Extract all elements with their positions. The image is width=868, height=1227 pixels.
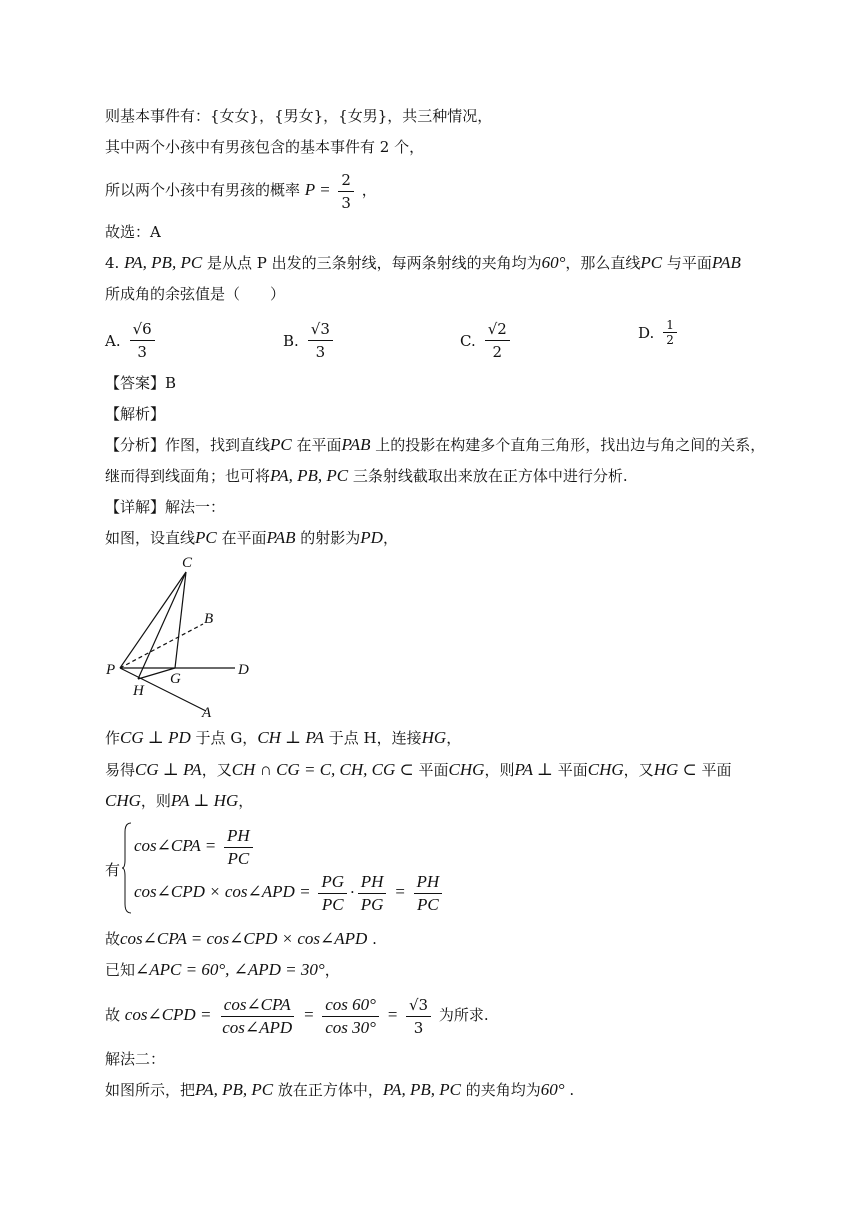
answer-choice-text: 故选：A	[105, 223, 161, 241]
math: CG ⊥ PA	[135, 760, 202, 779]
text: 放在正方体中，	[273, 1081, 383, 1099]
fraction	[414, 871, 443, 916]
option-label: C.	[460, 331, 476, 350]
operator: =	[386, 1005, 399, 1024]
math: CG ⊥ PD	[120, 728, 191, 747]
text: 故	[105, 1006, 121, 1024]
fraction	[358, 871, 387, 916]
text: 如图所示，把	[105, 1081, 196, 1099]
option-d	[638, 318, 680, 347]
text: 在平面	[291, 436, 342, 454]
fraction	[322, 994, 379, 1039]
text: ，	[238, 792, 254, 810]
text-line	[105, 106, 492, 126]
math: PAB	[341, 435, 371, 454]
projection-line	[105, 528, 398, 548]
geometry-figure	[100, 552, 260, 724]
numerator: 2	[338, 169, 354, 192]
numerator: PG	[318, 871, 347, 894]
numerator: 1	[663, 318, 677, 333]
answer-text: 【答案】B	[105, 374, 177, 392]
math: ∠APC = 60°, ∠APD = 30°	[135, 960, 325, 979]
math: cos∠CPA =	[134, 836, 217, 855]
numerator: PH	[358, 871, 387, 894]
events-count-text: 其中两个小孩中有男孩包含的基本事件有 2 个，	[105, 138, 425, 156]
question-number: 4.	[105, 254, 125, 272]
numerator: cos∠CPA	[221, 994, 294, 1017]
reasoning-line-2	[105, 791, 253, 811]
text: ，又	[201, 761, 232, 779]
text: 作	[105, 729, 121, 747]
text: ，则	[140, 792, 171, 810]
fraction	[663, 318, 677, 347]
edge-pb	[120, 624, 203, 668]
text: 平面	[552, 761, 588, 779]
option-label: D.	[638, 323, 655, 342]
math: PA ⊥ HG	[170, 791, 239, 810]
operator: =	[394, 882, 406, 901]
option-a	[105, 318, 158, 363]
denominator: PC	[416, 894, 439, 914]
denominator: 3	[137, 343, 147, 361]
text: 平面	[696, 761, 732, 779]
math: PA, PB, PC	[270, 466, 349, 485]
denominator: PC	[321, 894, 344, 914]
text: 继而得到线面角；也可将	[105, 467, 271, 485]
denominator: PG	[360, 894, 384, 914]
math: PA, PB, PC	[195, 1080, 274, 1099]
text: ，	[382, 529, 398, 547]
text: 解法二：	[105, 1050, 166, 1068]
math: CH ⊥ PA	[257, 728, 324, 747]
math: cos∠CPD =	[124, 1005, 212, 1024]
punct: ，	[361, 181, 377, 199]
fraction	[224, 825, 253, 870]
label-a: A	[202, 705, 212, 721]
denominator: 2	[492, 343, 503, 361]
text: ，那么直线	[565, 254, 641, 272]
fraction	[485, 318, 510, 363]
denominator: cos∠APD	[222, 1017, 293, 1037]
numerator: PH	[414, 871, 443, 894]
probability-line	[105, 168, 377, 214]
math: PA, PB, PC	[124, 253, 203, 272]
equation-2	[134, 870, 445, 916]
fraction	[130, 318, 155, 363]
basic-events-text: 则基本事件有：{女女}，{男女}，{女男}，共三种情况，	[105, 107, 493, 125]
math: cos∠CPA = cos∠CPD × cos∠APD	[120, 929, 368, 948]
math: cos∠CPD × cos∠APD =	[134, 882, 311, 901]
reasoning-line-1	[105, 760, 732, 780]
math: PAB	[266, 528, 296, 547]
label-b: B	[204, 611, 214, 627]
method-2-line	[105, 1080, 574, 1100]
conclusion-line-1	[105, 929, 377, 949]
numerator: √6	[130, 318, 155, 341]
text: 所成角的余弦值是（ ）	[105, 285, 286, 303]
edge-ch	[138, 572, 186, 679]
text: 平面	[413, 761, 449, 779]
given-line	[105, 960, 340, 980]
text: ，	[446, 729, 462, 747]
option-b	[283, 318, 336, 363]
label-p: P	[106, 662, 116, 678]
text: 三条射线截取出来放在正方体中进行分析.	[348, 467, 628, 485]
text: 于点 H，连接	[324, 729, 422, 747]
operator: ·	[350, 883, 355, 901]
text: ，	[324, 961, 340, 979]
text-line	[105, 137, 424, 157]
denominator: PC	[227, 848, 250, 868]
label-c: C	[182, 555, 193, 571]
option-label: A.	[105, 331, 121, 350]
text: 于点 G，	[190, 729, 258, 747]
text: 如图，设直线	[105, 529, 196, 547]
fraction	[338, 169, 354, 214]
has-label	[105, 860, 120, 880]
numerator: √3	[406, 994, 431, 1017]
denominator: 3	[341, 193, 351, 212]
text: 在平面	[216, 529, 267, 547]
numerator: √3	[308, 318, 333, 341]
math: PA ⊥	[514, 760, 553, 779]
numerator: PH	[224, 825, 253, 848]
math: HG ⊂	[653, 760, 697, 779]
math: PA, PB, PC	[382, 1080, 461, 1099]
fraction	[308, 318, 333, 363]
text: 为所求.	[438, 1006, 489, 1024]
math: CHG	[587, 760, 624, 779]
fraction	[406, 994, 431, 1039]
fraction	[219, 994, 295, 1039]
option-label: B.	[283, 331, 299, 350]
denominator: 3	[315, 343, 326, 361]
numerator: √2	[485, 318, 510, 341]
math: CHG	[105, 791, 141, 810]
label-g: G	[170, 671, 181, 687]
system-brace	[122, 822, 132, 914]
text: 与平面	[662, 254, 712, 272]
text: 故	[105, 930, 121, 948]
conclusion-line-2	[105, 993, 489, 1039]
label-d: D	[238, 662, 249, 678]
text: 已知	[105, 961, 136, 979]
analysis-line-1	[105, 435, 765, 455]
text: 有	[105, 861, 121, 879]
math: PC	[640, 253, 663, 272]
text: 易得	[105, 761, 136, 779]
text: .	[564, 1081, 575, 1099]
heading-text: 【详解】解法一：	[105, 498, 226, 516]
math: PD	[360, 528, 383, 547]
method-2-heading	[105, 1049, 165, 1069]
probability-text: 所以两个小孩中有男孩的概率	[105, 181, 301, 199]
text: 的夹角均为	[460, 1081, 541, 1099]
denominator: cos 30°	[325, 1017, 376, 1037]
label-h: H	[133, 683, 144, 699]
detail-heading	[105, 497, 225, 517]
math: CHG	[448, 760, 485, 779]
text: 【分析】作图，找到直线	[105, 436, 271, 454]
math: PC	[270, 435, 292, 454]
construction-line	[105, 728, 461, 748]
text: 是从点 P 出发的三条射线，每两条射线的夹角均为	[202, 254, 542, 272]
analysis-line-2	[105, 466, 628, 486]
numerator: cos 60°	[322, 994, 379, 1017]
analysis-heading	[105, 404, 165, 424]
equation-1	[134, 824, 256, 870]
question-4-stem	[105, 253, 741, 273]
text: .	[367, 930, 377, 948]
option-c	[460, 318, 513, 363]
math: PC	[195, 528, 217, 547]
text: ，又	[623, 761, 654, 779]
text: ，则	[484, 761, 515, 779]
fraction	[318, 871, 347, 916]
math: CH ∩ CG = C, CH, CG ⊂	[231, 760, 414, 779]
probability-symbol: P =	[304, 180, 331, 199]
text: 的射影为	[295, 529, 361, 547]
math: HG	[421, 728, 447, 747]
question-4-stem-cont	[105, 284, 285, 304]
answer-line	[105, 373, 176, 393]
text: 上的投影在构建多个直角三角形，找出边与角之间的关系，	[370, 436, 766, 454]
operator: =	[302, 1005, 315, 1024]
denominator: 3	[413, 1018, 424, 1037]
text-line	[105, 222, 161, 242]
math: PAB	[711, 253, 741, 272]
math: 60°	[540, 1080, 565, 1099]
denominator: 2	[666, 333, 674, 347]
math: 60°	[541, 253, 566, 272]
heading-text: 【解析】	[105, 405, 166, 423]
